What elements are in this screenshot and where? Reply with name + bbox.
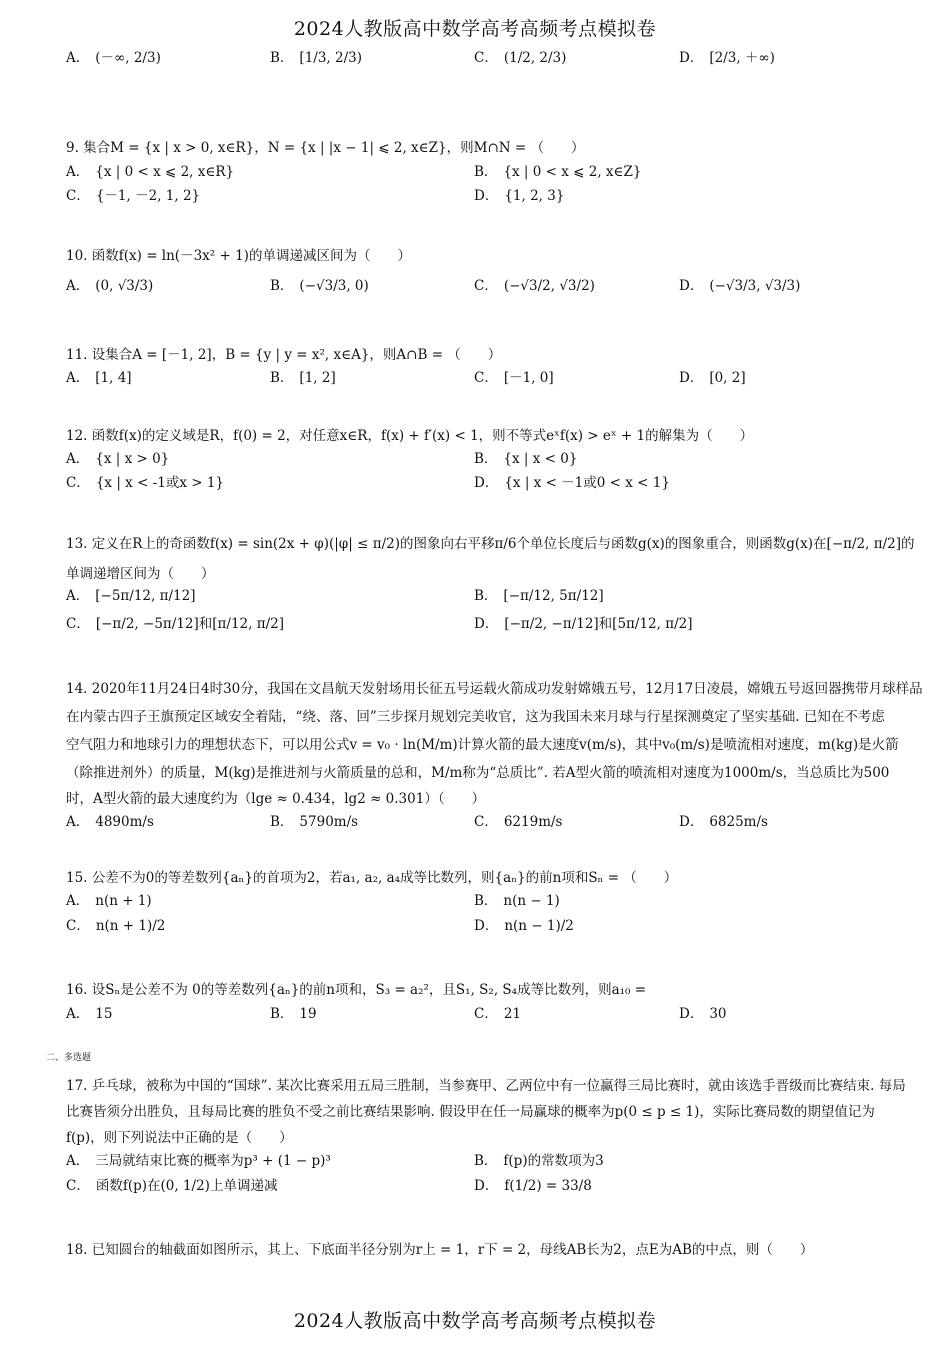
option-text: (0, √3/3): [95, 278, 154, 294]
q12-option-b[interactable]: [474, 447, 577, 467]
option-label: C．: [474, 50, 498, 66]
q10-option-c[interactable]: [474, 274, 595, 294]
q9-option-a[interactable]: [66, 160, 234, 180]
q13-option-c[interactable]: [66, 612, 284, 632]
q11-option-a[interactable]: [66, 366, 132, 386]
q15-stem: 15. 公差不为0的等差数列{aₙ}的首项为2，若a₁, a₂, a₄成等比数列，则{aₙ}的前n项和Sₙ = （ ）: [66, 870, 678, 886]
option-label: B．: [270, 50, 294, 66]
option-text: 30: [709, 1006, 727, 1022]
option-text: n(n + 1)/2: [95, 918, 166, 934]
q13-option-b[interactable]: [474, 584, 604, 604]
q11-option-c[interactable]: [474, 366, 554, 386]
option-label: C．: [474, 370, 498, 386]
q14-stem-line5: 时，A型火箭的最大速度约为（lge ≈ 0.434，lg2 ≈ 0.301）（ ）: [66, 791, 486, 807]
option-label: A．: [66, 278, 90, 294]
option-text: {x | x > 0}: [95, 451, 170, 467]
q13-option-d[interactable]: [474, 612, 693, 632]
q14-stem-line2: 在内蒙古四子王旗预定区域安全着陆，“绕、落、回”三步探月规划完美收官，这为我国未来月球与行星探测奠定了坚实基础. 已知在不考虑: [66, 709, 885, 725]
q15-option-d[interactable]: [474, 914, 574, 934]
option-text: [−π/2, −π/12]和[5π/12, π/2]: [504, 616, 693, 632]
q15-option-a[interactable]: [66, 889, 152, 909]
option-text: 15: [95, 1006, 113, 1022]
option-label: A．: [66, 164, 90, 180]
option-label: B．: [270, 1006, 294, 1022]
option-label: D．: [474, 1178, 499, 1194]
option-label: B．: [474, 451, 498, 467]
option-label: A．: [66, 451, 90, 467]
option-label: C．: [66, 616, 90, 632]
option-label: D．: [679, 278, 704, 294]
option-text: [－1, 0]: [503, 370, 554, 386]
option-text: [−5π/12, π/12]: [95, 588, 196, 604]
q13-stem-line1: 13. 定义在R上的奇函数f(x) = sin(2x + φ)(|φ| ≤ π/2)的图象向右平移π/6个单位长度后与函数g(x)的图象重合，则函数g(x)在[−π/2, π/2]的: [66, 536, 915, 552]
q16-option-b[interactable]: [270, 1002, 317, 1022]
option-text: [0, 2]: [709, 370, 746, 386]
q14-stem-line1: 14. 2020年11月24日4时30分，我国在文昌航天发射场用长征五号运载火箭成功发射嫦娥五号，12月17日凌晨，嫦娥五号返回器携带月球样品: [66, 681, 923, 697]
q17-stem-line2: 比赛皆须分出胜负，且每局比赛的胜负不受之前比赛结果影响. 假设甲在任一局赢球的概率为p(0 ≤ p ≤ 1)，实际比赛局数的期望值记为: [66, 1104, 875, 1120]
q17-option-c[interactable]: [66, 1174, 277, 1194]
q8-option-a[interactable]: [66, 46, 161, 66]
option-text: 三局就结束比赛的概率为p³ + (1 − p)³: [95, 1153, 331, 1169]
option-label: A．: [66, 814, 90, 830]
q17-stem-line3: f(p)，则下列说法中正确的是（ ）: [66, 1130, 293, 1146]
q16-stem: 16. 设Sₙ是公差不为 0的等差数列{aₙ}的前n项和，S₃ = a₂²，且S₁, S₂, S₄成等比数列，则a₁₀ =: [66, 982, 647, 998]
option-label: D．: [679, 50, 704, 66]
q17-option-b[interactable]: [474, 1149, 604, 1169]
option-text: n(n + 1): [95, 893, 152, 909]
option-text: (−√3/3, √3/3): [709, 278, 801, 294]
q14-option-c[interactable]: [474, 810, 562, 830]
q15-option-c[interactable]: [66, 914, 165, 934]
option-text: {x | x < －1或0 < x < 1}: [504, 475, 670, 491]
option-text: (−√3/2, √3/2): [503, 278, 595, 294]
q15-option-b[interactable]: [474, 889, 560, 909]
option-text: f(p)的常数项为3: [503, 1153, 604, 1169]
option-text: (1/2, 2/3): [503, 50, 567, 66]
option-text: [1/3, 2/3): [299, 50, 362, 66]
option-label: C．: [66, 188, 90, 204]
option-label: D．: [474, 918, 499, 934]
q17-option-a[interactable]: [66, 1149, 331, 1169]
option-label: B．: [270, 370, 294, 386]
q14-stem-line4: （除推进剂外）的质量，M(kg)是推进剂与火箭质量的总和，M/m称为“总质比”. 若A型火箭的喷流相对速度为1000m/s，当总质比为500: [66, 765, 890, 781]
q9-option-b[interactable]: [474, 160, 642, 180]
q16-option-c[interactable]: [474, 1002, 521, 1022]
option-text: 21: [503, 1006, 522, 1022]
q9-option-c[interactable]: [66, 184, 200, 204]
option-label: C．: [474, 814, 498, 830]
q10-stem: 10. 函数f(x) = ln(－3x² + 1)的单调递减区间为（ ）: [66, 248, 411, 264]
option-text: (－∞, 2/3): [95, 50, 161, 66]
q12-option-d[interactable]: [474, 471, 670, 491]
option-label: A．: [66, 588, 90, 604]
option-text: n(n − 1)/2: [504, 918, 574, 934]
option-label: C．: [474, 278, 498, 294]
option-text: 4890m/s: [95, 814, 154, 830]
q12-stem: 12. 函数f(x)的定义域是R，f(0) = 2，对任意x∈R，f(x) + f′(x) < 1，则不等式eˣf(x) > eˣ + 1的解集为（ ）: [66, 428, 754, 444]
option-text: {x | 0 < x ⩽ 2, x∈Z}: [503, 164, 642, 180]
q10-option-a[interactable]: [66, 274, 153, 294]
option-text: {x | x < -1或x > 1}: [95, 475, 225, 491]
option-text: {x | x < 0}: [503, 451, 578, 467]
option-text: [1, 4]: [95, 370, 132, 386]
option-text: [−π/2, −5π/12]和[π/12, π/2]: [95, 616, 285, 632]
option-text: [−π/12, 5π/12]: [503, 588, 604, 604]
option-text: f(1/2) = 33/8: [504, 1178, 592, 1194]
q9-option-d[interactable]: [474, 184, 564, 204]
q11-option-b[interactable]: [270, 366, 336, 386]
q17-stem-line1: 17. 乒乓球，被称为中国的“国球”. 某次比赛采用五局三胜制，当参赛甲、乙两位中有一位赢得三局比赛时，就由该选手晋级而比赛结束. 每局: [66, 1078, 906, 1094]
option-label: D．: [679, 1006, 704, 1022]
q10-option-b[interactable]: [270, 274, 369, 294]
option-label: B．: [474, 164, 498, 180]
q11-option-d[interactable]: [679, 366, 746, 386]
q13-option-a[interactable]: [66, 584, 195, 604]
option-label: A．: [66, 370, 90, 386]
q17-option-d[interactable]: [474, 1174, 592, 1194]
option-label: D．: [474, 475, 499, 491]
option-label: C．: [66, 1178, 90, 1194]
option-text: 5790m/s: [299, 814, 359, 830]
q8-option-c[interactable]: [474, 46, 566, 66]
option-text: 函数f(p)在(0, 1/2)上单调递减: [95, 1178, 278, 1194]
option-label: B．: [270, 278, 294, 294]
q10-option-d[interactable]: [679, 274, 800, 294]
option-text: n(n − 1): [503, 893, 560, 909]
q14-stem-line3: 空气阻力和地球引力的理想状态下，可以用公式v = v₀ · ln(M/m)计算火箭的最大速度v(m/s)，其中v₀(m/s)是喷流相对速度，m(kg)是火箭: [66, 737, 899, 753]
q8-option-d[interactable]: [679, 46, 775, 66]
q8-option-b[interactable]: [270, 46, 362, 66]
option-label: D．: [679, 814, 704, 830]
option-text: {－1, －2, 1, 2}: [95, 188, 201, 204]
option-label: B．: [474, 893, 498, 909]
option-label: D．: [679, 370, 704, 386]
page-header-title: 2024人教版高中数学高考高频考点模拟卷: [293, 18, 657, 40]
option-label: B．: [474, 1153, 498, 1169]
q9-stem: 9. 集合M = {x | x > 0, x∈R}，N = {x | |x − 1| ⩽ 2, x∈Z}，则M∩N = （ ）: [66, 140, 585, 156]
q16-option-d[interactable]: [679, 1002, 727, 1022]
q12-option-a[interactable]: [66, 447, 169, 467]
option-text: {x | 0 < x ⩽ 2, x∈R}: [95, 164, 235, 180]
option-label: A．: [66, 50, 90, 66]
option-text: {1, 2, 3}: [504, 188, 565, 204]
option-label: C．: [474, 1006, 498, 1022]
q16-option-a[interactable]: [66, 1002, 112, 1022]
option-label: D．: [474, 188, 499, 204]
q18-stem: 18. 已知圆台的轴截面如图所示，其上、下底面半径分别为r上 = 1，r下 = 2，母线AB长为2，点E为AB的中点，则（ ）: [66, 1242, 814, 1258]
option-label: C．: [66, 918, 90, 934]
option-label: A．: [66, 893, 90, 909]
q14-option-a[interactable]: [66, 810, 154, 830]
q13-stem-line2: 单调递增区间为（ ）: [66, 566, 215, 582]
option-label: A．: [66, 1153, 90, 1169]
option-label: B．: [474, 588, 498, 604]
q14-option-b[interactable]: [270, 810, 358, 830]
option-text: 6825m/s: [709, 814, 768, 830]
option-text: (−√3/3, 0): [299, 278, 369, 294]
option-text: 19: [299, 1006, 317, 1022]
q11-stem: 11. 设集合A = [－1, 2]，B = {y | y = x², x∈A}，则A∩B = （ ）: [66, 347, 502, 363]
option-text: [2/3, ＋∞): [709, 50, 775, 66]
option-label: D．: [474, 616, 499, 632]
section-title: 二、多选题: [46, 1053, 92, 1063]
q12-option-c[interactable]: [66, 471, 224, 491]
page-footer-title: 2024人教版高中数学高考高频考点模拟卷: [293, 1310, 657, 1332]
option-label: C．: [66, 475, 90, 491]
option-label: B．: [270, 814, 294, 830]
option-text: 6219m/s: [503, 814, 563, 830]
q14-option-d[interactable]: [679, 810, 768, 830]
option-text: [1, 2]: [299, 370, 336, 386]
option-label: A．: [66, 1006, 90, 1022]
